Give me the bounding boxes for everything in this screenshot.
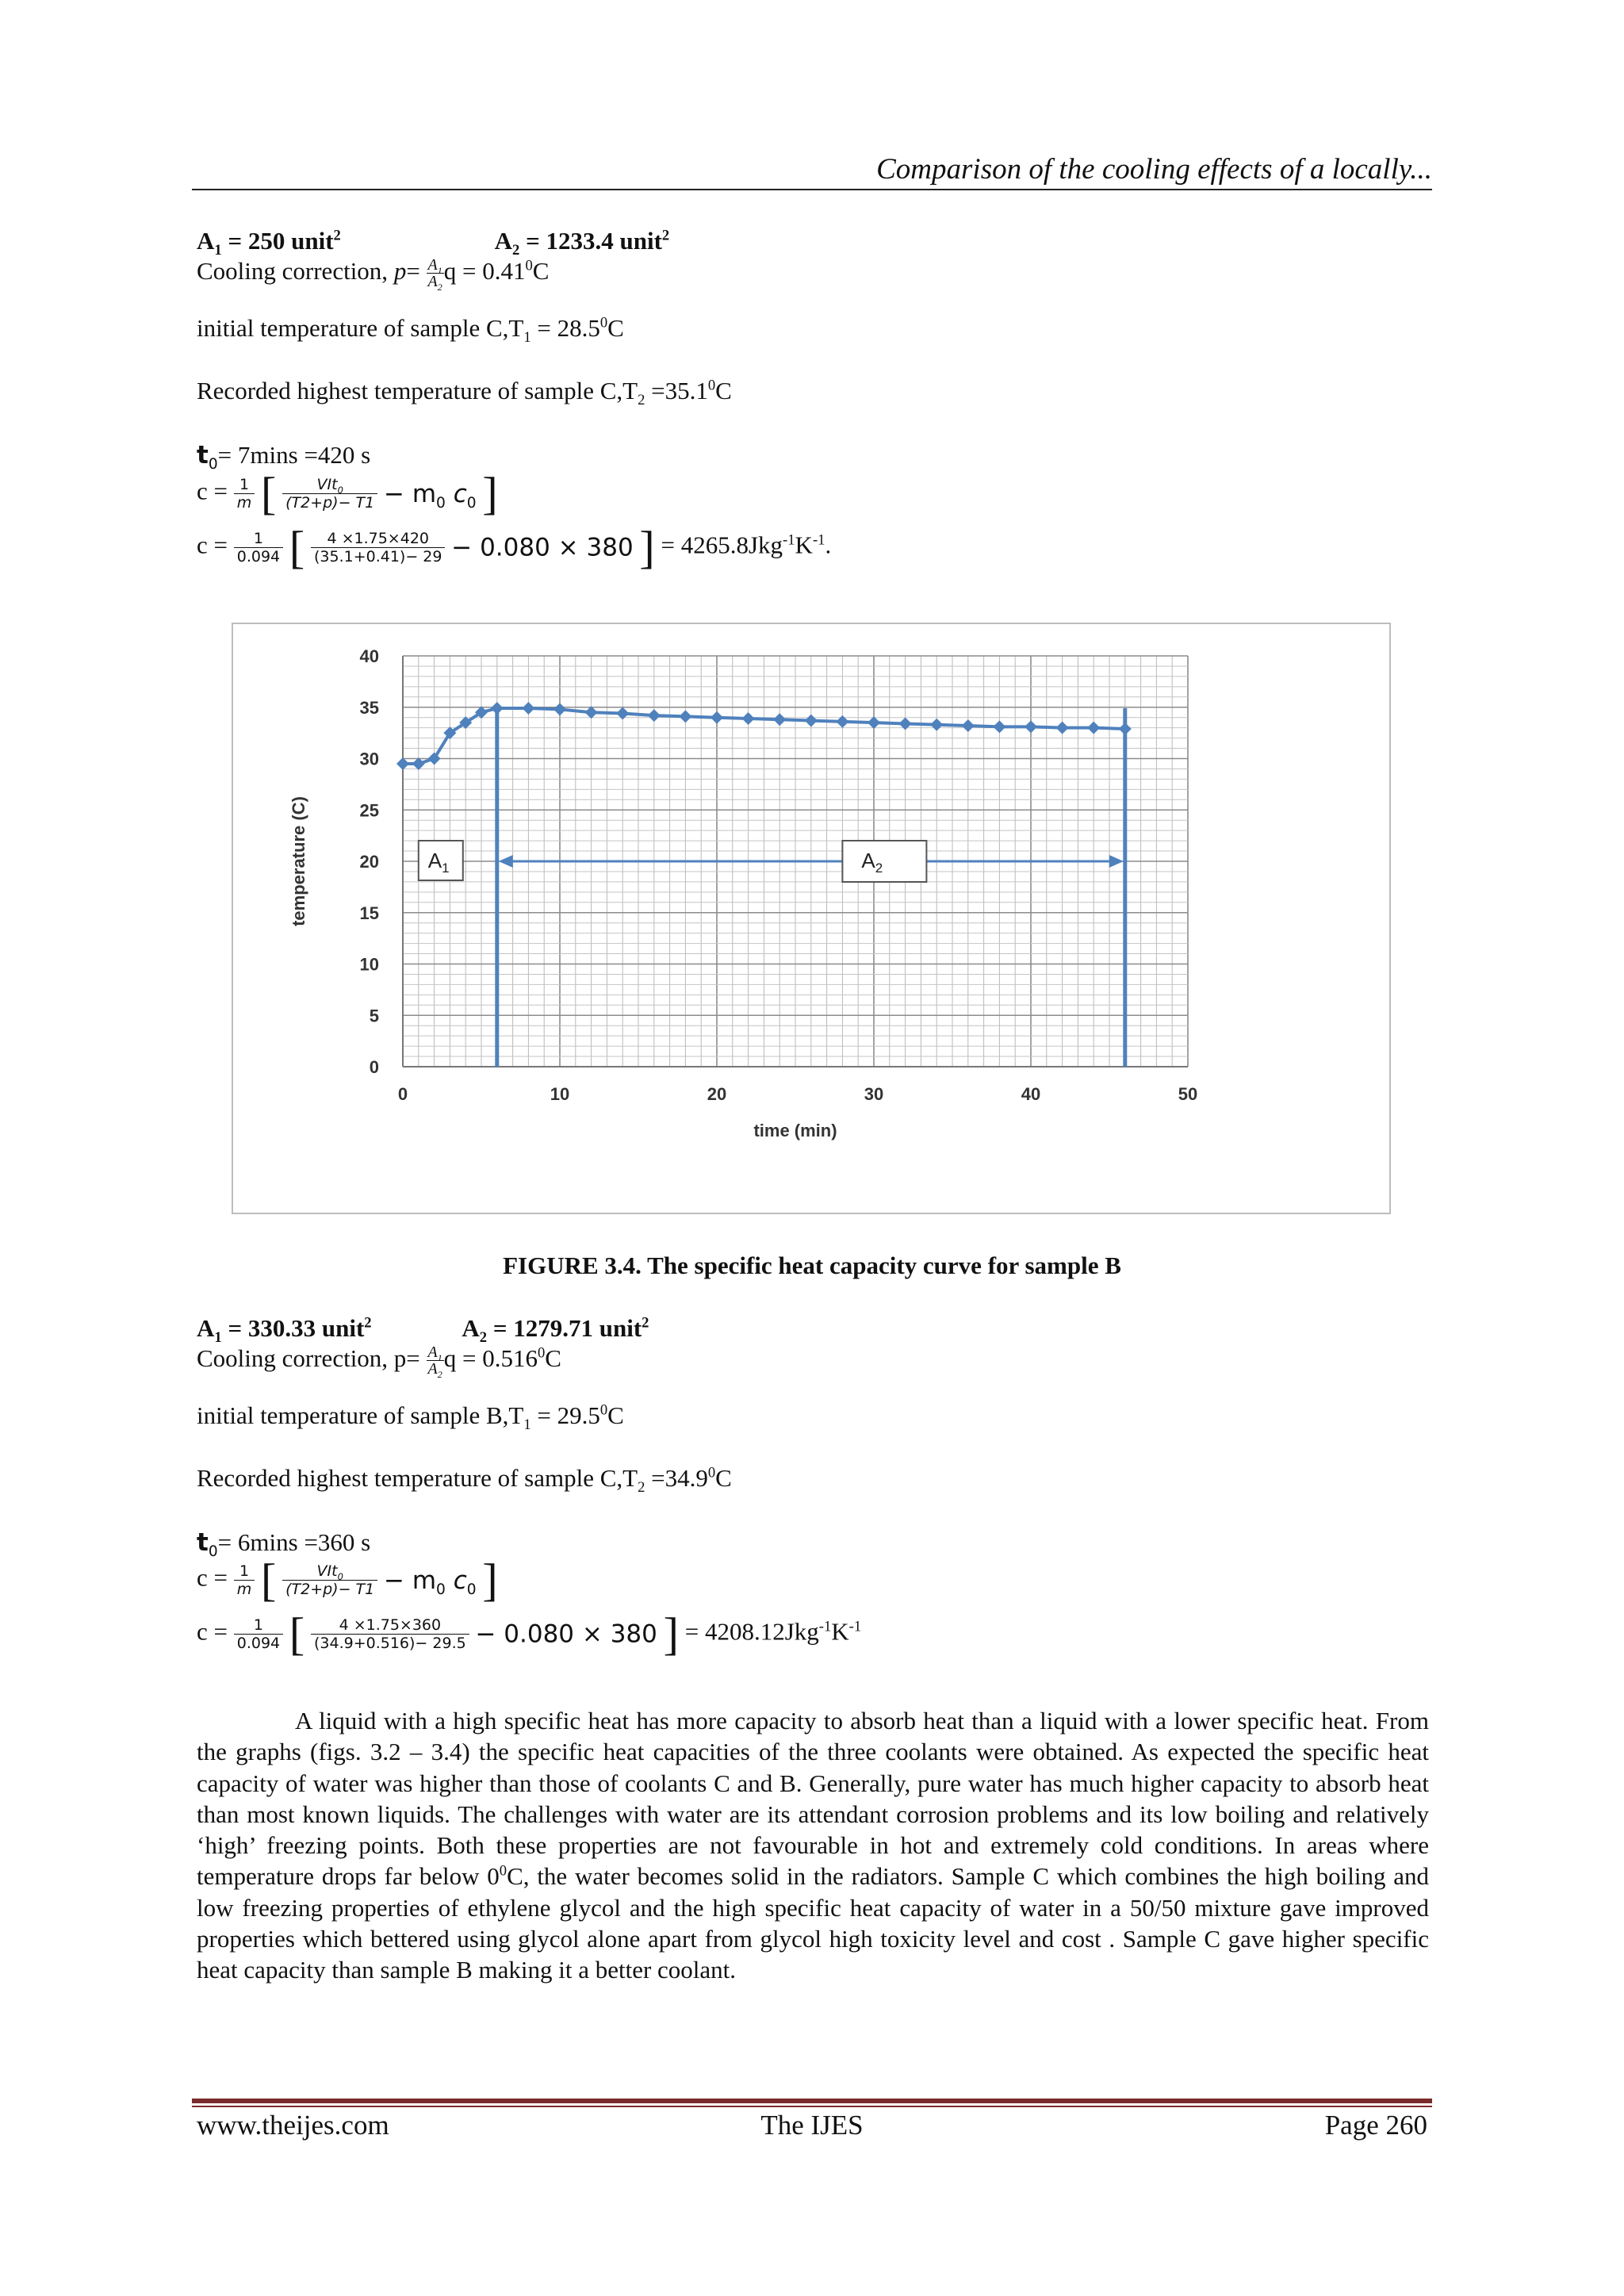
- initial-temperature-line-1: initial temperature of sample $C,T_1 = 28.5^0C$: [197, 314, 624, 347]
- area-label-a1: A: [427, 849, 442, 872]
- data-point-marker: [1056, 722, 1069, 734]
- formula-substituted-1: c = $\frac{1}{0.094}$ [ $\frac{4 \times 1.75\times 420}{(35.1+0.41)- 29}$ − 0.080 × 380 ] = $4265.8Jkg^{-1}K^{-1}$.: [197, 521, 832, 573]
- data-point-marker: [585, 706, 598, 719]
- area-label-a1-box: [419, 841, 463, 880]
- x-tick-label: 10: [550, 1084, 570, 1104]
- t0-line-2: $t_0= 6\min s =360$ s: [197, 1528, 371, 1561]
- y-tick-label: 30: [359, 749, 379, 769]
- data-point-marker: [962, 719, 975, 732]
- data-point-marker: [868, 716, 880, 729]
- data-point-marker: [412, 757, 425, 770]
- x-tick-label: 20: [707, 1084, 727, 1104]
- x-tick-label: 40: [1021, 1084, 1041, 1104]
- footer-page-number: Page 260: [1324, 2110, 1427, 2141]
- data-point-marker: [742, 712, 755, 725]
- figure-caption: FIGURE 3.4. The specific heat capacity curve for sample B: [503, 1251, 1121, 1279]
- y-tick-label: 10: [359, 954, 379, 975]
- data-point-marker: [679, 710, 691, 723]
- x-axis-label: time (min): [753, 1121, 837, 1140]
- x-tick-label: 0: [397, 1084, 408, 1104]
- data-point-marker: [773, 713, 786, 726]
- temperature-time-chart: [233, 624, 1389, 1213]
- footer-website: www.theijes.com: [197, 2110, 389, 2141]
- x-tick-label: 50: [1178, 1084, 1198, 1104]
- area-values-line-1: $A_1 = 250$ unit$^2$ $A_2 = 1233.4$ unit$^2$: [197, 227, 670, 259]
- highest-temperature-line-2: Recorded highest temperature of sample $C,T_2 =34.9^0C$: [197, 1464, 732, 1497]
- initial-temperature-line-2: initial temperature of sample $B,T_1 = 29.5^0C$: [197, 1401, 624, 1434]
- data-point-marker: [491, 702, 504, 715]
- svg-text:A2: $A_2$: [861, 849, 883, 876]
- discussion-paragraph: A liquid with a high specific heat has more capacity to absorb heat than a liquid with a lower specific heat. From the graphs (figs. 3.2 – 3.4) the specific heat capacities of the three coolants were obtained. As expected the specific heat capacity of water was higher than those of coolants C and B. Generally, pure water has much higher capacity to absorb heat than most known liquids. The challenges with water are its attendant corrosion problems and its low boiling and relatively ‘high’ freezing points. Both these properties are not favourable in hot and extremely cold conditions. In areas where temperature drops far below $0^0C$, the water becomes solid in the radiators. Sample C which combines the high boiling and low freezing properties of ethylene glycol and the high specific heat capacity of water in a 50/50 mixture gave improved properties which bettered using glycol alone apart from glycol high toxicity level and cost . Sample C gave higher specific heat capacity than sample B making it a better coolant.: [197, 1707, 1430, 1984]
- y-tick-label: 5: [369, 1006, 379, 1026]
- data-point-marker: [522, 702, 534, 715]
- footer-journal: The IJES: [760, 2110, 864, 2141]
- x-tick-label: 30: [864, 1084, 884, 1104]
- data-point-marker: [805, 715, 818, 727]
- formula-general-1: c = $\frac{1}{m}$ [ $\frac{VIt_0}{(T2+p)- T1}$ − $m_0$ $c_0$ ]: [197, 467, 498, 519]
- data-point-marker: [1119, 723, 1132, 735]
- data-point-marker: [648, 709, 661, 722]
- figure-frame: [232, 623, 1391, 1214]
- y-axis-label: temperature (C): [289, 796, 308, 926]
- cooling-correction-line-1: Cooling correction, p= $\frac{A_1}{A_2}$ $q = 0.41^0C$: [197, 256, 550, 293]
- y-tick-label: 25: [359, 800, 379, 821]
- running-header: Comparison of the cooling effects of a locally...: [876, 153, 1432, 186]
- data-point-marker: [553, 703, 566, 715]
- formula-substituted-2: c = $\frac{1}{0.094}$ [ $\frac{4 \times 1.75\times 360}{(34.9+0.516)- 29.5}$ − 0.080 × 380 ] = $4208.12Jkg^{-1}K^{-1}$: [197, 1608, 862, 1660]
- data-point-marker: [1087, 722, 1100, 734]
- cooling-correction-line-2: Cooling correction, p= $\frac{A_1}{A_2}$ $q = 0.516^0C$: [197, 1343, 561, 1381]
- footer-rule-thin: [192, 2106, 1432, 2107]
- y-tick-label: 20: [359, 852, 379, 872]
- y-tick-label: 35: [359, 697, 379, 718]
- data-point-marker: [993, 720, 1005, 733]
- highest-temperature-line-1: Recorded highest temperature of sample $C,T_2 =35.1^0C$: [197, 377, 732, 409]
- svg-text:A1: $A_1$: [427, 849, 450, 876]
- a1-over-a2-fraction: $\frac{A_1}{A_2}$: [427, 1343, 442, 1381]
- arrow-head-right: [1109, 855, 1124, 868]
- data-point-marker: [930, 719, 943, 731]
- y-tick-label: 15: [359, 903, 379, 923]
- footer-rule: [192, 2099, 1432, 2103]
- data-point-marker: [396, 757, 409, 770]
- data-point-marker: [1025, 720, 1037, 733]
- data-point-marker: [710, 711, 723, 724]
- header-rule: [192, 189, 1432, 190]
- t0-line-1: $t_0= 7\min s =420$ s: [197, 441, 371, 473]
- y-tick-label: 40: [359, 646, 379, 666]
- arrow-head-left: [499, 855, 513, 868]
- formula-general-2: c = $\frac{1}{m}$ [ $\frac{VIt_0}{(T2+p)- T1}$ − $m_0$ $c_0$ ]: [197, 1554, 498, 1606]
- a1-over-a2-fraction: $\frac{A_1}{A_2}$: [427, 256, 442, 293]
- area-label-a2: A: [861, 849, 875, 872]
- y-tick-label: 0: [369, 1057, 379, 1077]
- area-values-line-2: $A_1 = 330.33$ unit$^2$ $A_2 = 1279.71$ unit$^2$: [197, 1314, 649, 1347]
- area-label-a2-box: [842, 841, 926, 882]
